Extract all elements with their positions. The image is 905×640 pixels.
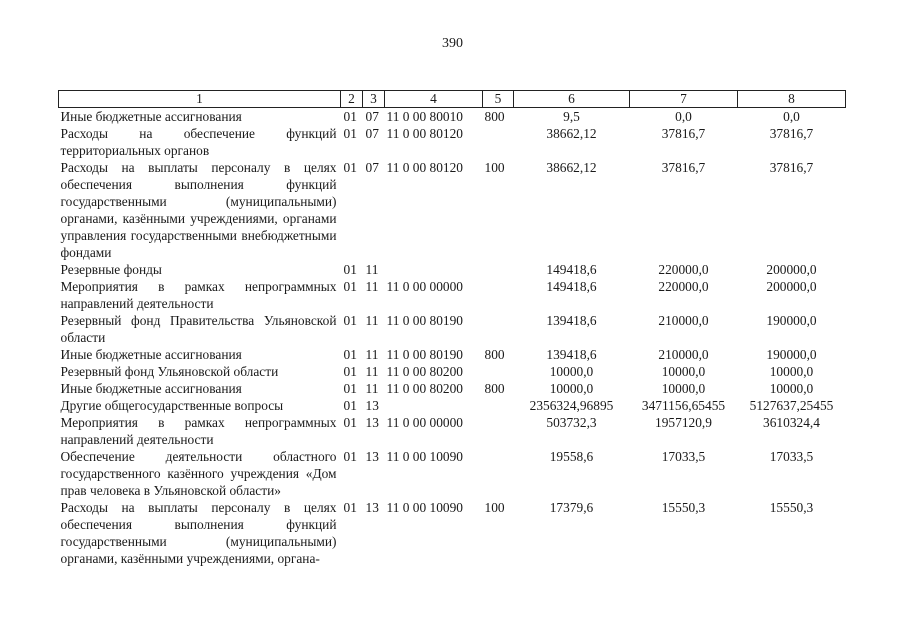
row-amount-col7: 10000,0: [661, 364, 706, 379]
row-amount-col6: 149418,6: [546, 279, 597, 294]
table-row: [59, 448, 846, 499]
row-section: 01: [343, 449, 357, 464]
row-section: 01: [343, 347, 357, 362]
page-number: 390: [442, 36, 463, 51]
row-amount-col7: 3471156,65455: [641, 398, 726, 413]
header-col-5: 5: [483, 91, 514, 108]
row-amount-col7: 17033,5: [661, 449, 706, 464]
row-amount-col7: 15550,3: [661, 500, 706, 515]
row-name: Резервный фонд Правительства Ульяновской области: [60, 313, 337, 345]
row-expense-type: [483, 125, 514, 159]
header-col-8: 8: [738, 91, 846, 108]
table-row: [59, 363, 846, 380]
row-target-article: 11 0 00 80010: [386, 109, 463, 124]
row-subsection: 07: [365, 160, 379, 175]
row-name: Иные бюджетные ассигнования: [60, 347, 242, 362]
row-amount-col7: 10000,0: [661, 381, 706, 396]
table-row: [59, 397, 846, 414]
row-expense-type: [483, 448, 514, 499]
row-subsection: 07: [365, 126, 379, 141]
row-name: Другие общегосударственные вопросы: [60, 398, 284, 413]
table-row: [59, 159, 846, 261]
row-amount-col7: 37816,7: [661, 126, 706, 141]
row-subsection: 11: [365, 279, 379, 294]
row-name: Мероприятия в рамках непрограммных направлений деятельности: [60, 279, 337, 311]
row-target-article: 11 0 00 10090: [386, 449, 463, 464]
row-name: Расходы на выплаты персоналу в целях обеспечения выполнения функций государственными (муниципальными) органами, казёнными учреждениями, органа-: [60, 500, 337, 566]
row-amount-col6: 38662,12: [546, 126, 597, 141]
row-section: 01: [343, 381, 357, 396]
row-expense-type: 100: [484, 160, 505, 175]
row-subsection: 13: [365, 449, 379, 464]
row-amount-col7: 220000,0: [658, 279, 709, 294]
row-amount-col8: 10000,0: [769, 381, 814, 396]
table-row: [59, 380, 846, 397]
header-col-4: 4: [385, 91, 483, 108]
row-expense-type: 800: [484, 109, 505, 124]
row-target-article: 11 0 00 10090: [386, 500, 463, 515]
row-amount-col6: 10000,0: [549, 381, 594, 396]
row-amount-col6: 10000,0: [549, 364, 594, 379]
row-expense-type: 100: [484, 500, 505, 515]
row-expense-type: [483, 363, 514, 380]
row-subsection: 11: [365, 262, 379, 277]
row-target-article: 11 0 00 80120: [386, 160, 463, 175]
row-target-article: 11 0 00 00000: [386, 279, 463, 294]
row-expense-type: [483, 278, 514, 312]
row-section: 01: [343, 415, 357, 430]
row-name: Расходы на выплаты персоналу в целях обеспечения выполнения функций государственными (муниципальными) органами, казёнными учреждениями, органами управления государственными внебюджетными фондами: [60, 160, 337, 260]
row-expense-type: [483, 312, 514, 346]
row-amount-col7: 0,0: [675, 109, 692, 124]
row-amount-col6: 139418,6: [546, 313, 597, 328]
row-subsection: 11: [365, 313, 379, 328]
table-row: [59, 499, 846, 567]
row-amount-col8: 200000,0: [766, 279, 817, 294]
row-amount-col8: 37816,7: [769, 160, 814, 175]
row-section: 01: [343, 262, 357, 277]
row-amount-col6: 503732,3: [546, 415, 597, 430]
row-amount-col6: 38662,12: [546, 160, 597, 175]
row-subsection: 07: [365, 109, 379, 124]
row-target-article: 11 0 00 80190: [386, 347, 463, 362]
row-amount-col6: 9,5: [563, 109, 580, 124]
row-section: 01: [343, 160, 357, 175]
table-row: [59, 312, 846, 346]
row-subsection: 13: [365, 398, 379, 413]
table-row: [59, 414, 846, 448]
row-name: Мероприятия в рамках непрограммных направлений деятельности: [60, 415, 337, 447]
row-target-article: 11 0 00 00000: [386, 415, 463, 430]
row-name: Обеспечение деятельности областного государственного казённого учреждения «Дом прав человека в Ульяновской области»: [60, 449, 337, 498]
header-row: [59, 91, 846, 108]
row-target-article: 11 0 00 80200: [386, 364, 463, 379]
table-header: [59, 91, 846, 108]
row-target-article: 11 0 00 80200: [386, 381, 463, 396]
row-amount-col7: 37816,7: [661, 160, 706, 175]
row-section: 01: [343, 313, 357, 328]
row-amount-col8: 3610324,4: [763, 415, 820, 430]
row-section: 01: [343, 500, 357, 515]
row-amount-col7: 220000,0: [658, 262, 709, 277]
row-name: Резервные фонды: [60, 262, 162, 277]
row-amount-col8: 5127637,25455: [749, 398, 834, 413]
budget-table: [58, 90, 846, 567]
header-col-2: 2: [341, 91, 363, 108]
row-expense-type: [483, 397, 514, 414]
table-row: [59, 346, 846, 363]
row-amount-col6: 139418,6: [546, 347, 597, 362]
row-name: Расходы на обеспечение функций территориальных органов: [60, 126, 337, 158]
table-row: [59, 108, 846, 126]
row-subsection: 11: [365, 381, 379, 396]
header-col-3: 3: [363, 91, 385, 108]
row-amount-col8: 0,0: [783, 109, 800, 124]
header-col-6: 6: [514, 91, 630, 108]
row-section: 01: [343, 364, 357, 379]
row-section: 01: [343, 279, 357, 294]
row-amount-col7: 210000,0: [658, 313, 709, 328]
row-amount-col8: 15550,3: [769, 500, 814, 515]
row-subsection: 13: [365, 500, 379, 515]
row-amount-col8: 10000,0: [769, 364, 814, 379]
row-expense-type: 800: [484, 381, 505, 396]
row-name: Резервный фонд Ульяновской области: [60, 364, 279, 379]
row-subsection: 13: [365, 415, 379, 430]
row-amount-col8: 37816,7: [769, 126, 814, 141]
row-name: Иные бюджетные ассигнования: [60, 109, 242, 124]
row-target-article: 11 0 00 80120: [386, 126, 463, 141]
row-target-article: [385, 397, 483, 414]
row-section: 01: [343, 109, 357, 124]
row-name: Иные бюджетные ассигнования: [60, 381, 242, 396]
table-row: [59, 125, 846, 159]
row-amount-col7: 1957120,9: [655, 415, 712, 430]
table-row: [59, 261, 846, 278]
table-row: [59, 278, 846, 312]
row-expense-type: 800: [484, 347, 505, 362]
row-amount-col8: 190000,0: [766, 313, 817, 328]
row-target-article: [385, 261, 483, 278]
row-subsection: 11: [365, 364, 379, 379]
header-col-1: 1: [59, 91, 341, 108]
table-body: [59, 108, 846, 568]
row-expense-type: [483, 414, 514, 448]
row-amount-col6: 19558,6: [549, 449, 594, 464]
row-target-article: 11 0 00 80190: [386, 313, 463, 328]
row-amount-col8: 190000,0: [766, 347, 817, 362]
row-expense-type: [483, 261, 514, 278]
row-amount-col6: 2356324,96895: [529, 398, 614, 413]
row-amount-col8: 200000,0: [766, 262, 817, 277]
row-subsection: 11: [365, 347, 379, 362]
row-amount-col7: 210000,0: [658, 347, 709, 362]
header-col-7: 7: [630, 91, 738, 108]
row-amount-col6: 149418,6: [546, 262, 597, 277]
row-amount-col8: 17033,5: [769, 449, 814, 464]
row-section: 01: [343, 398, 357, 413]
row-section: 01: [343, 126, 357, 141]
row-amount-col6: 17379,6: [549, 500, 594, 515]
